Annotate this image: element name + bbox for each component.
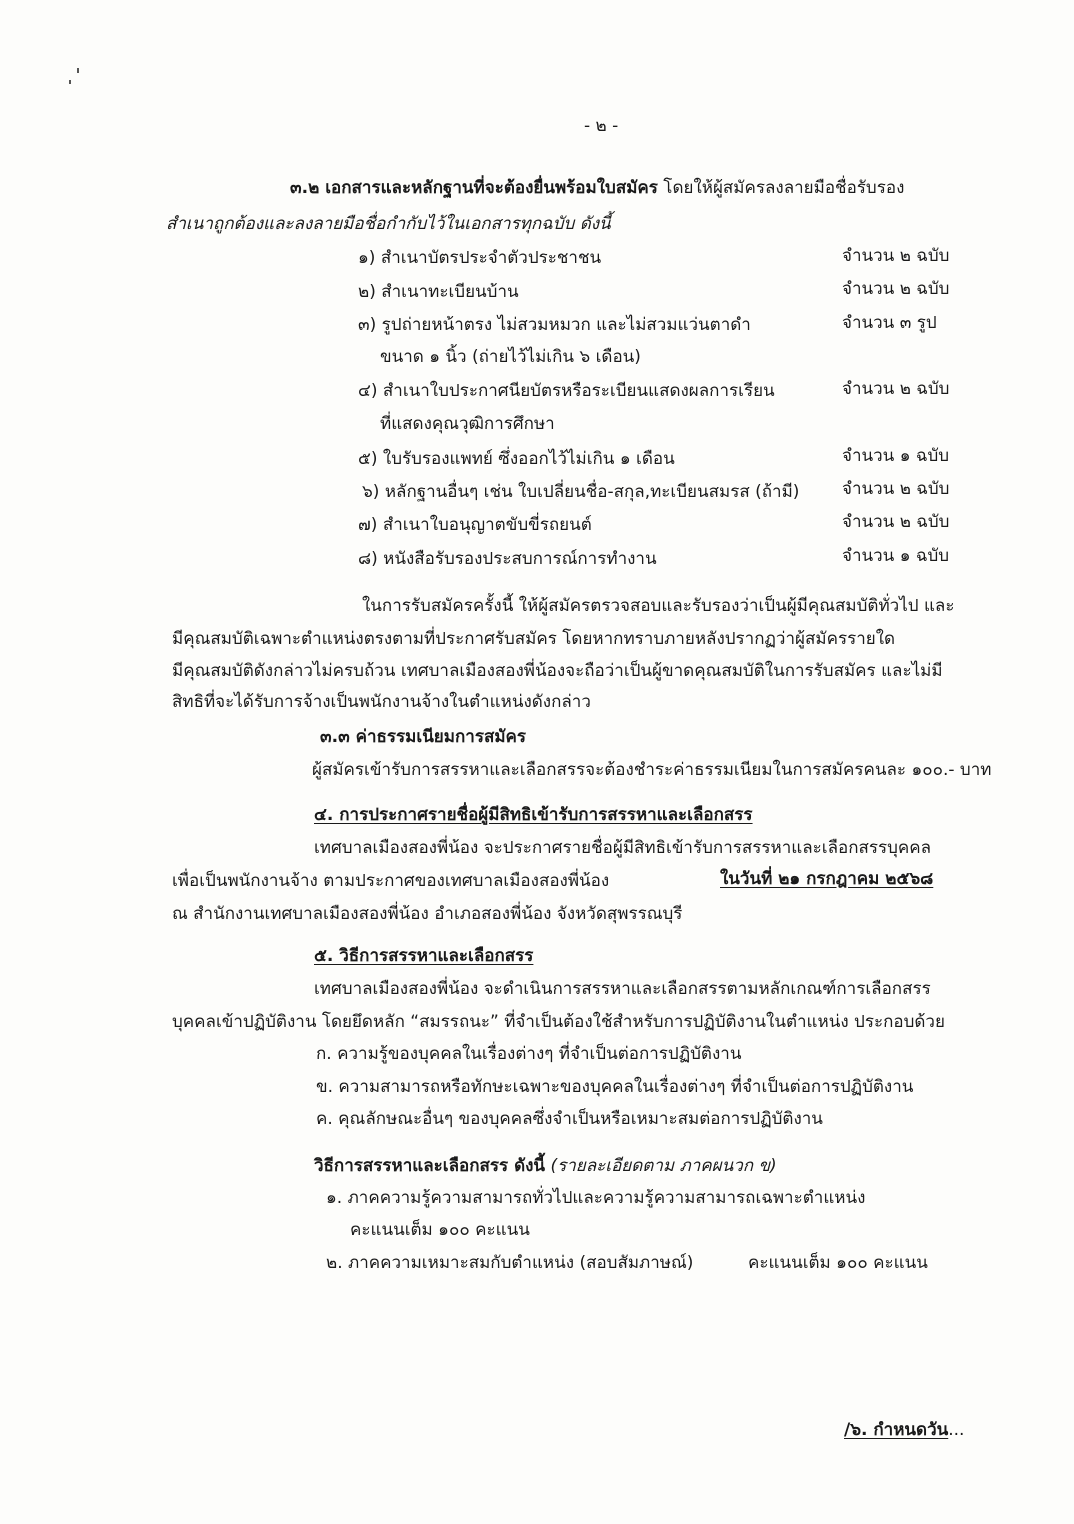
method-2-score: คะแนนเต็ม ๑๐๐ คะแนน xyxy=(748,1253,928,1273)
doc-item-3-qty: จำนวน ๓ รูป xyxy=(842,313,937,333)
section-3-3-heading: ๓.๓ ค่าธรรมเนียมการสมัคร xyxy=(320,727,527,747)
doc-item-4: ๔) สำเนาใบประกาศนียบัตรหรือระเบียนแสดงผลการเรียน xyxy=(358,381,775,401)
doc-item-1: ๑) สำเนาบัตรประจำตัวประชาชน xyxy=(358,248,602,268)
qualification-para-line3: มีคุณสมบัติดังกล่าวไม่ครบถ้วน เทศบาลเมืองสองพี่น้องจะถือว่าเป็นผู้ขาดคุณสมบัติในการรับสมัคร และไม่มี xyxy=(172,661,943,681)
section-3-2-intro-line2: สำเนาถูกต้องและลงลายมือชื่อกำกับไว้ในเอกสารทุกฉบับ ดังนี้ xyxy=(166,214,611,234)
qualification-para-line2: มีคุณสมบัติเฉพาะตำแหน่งตรงตามที่ประกาศรับสมัคร โดยหากทราบภายหลังปรากฏว่าผู้สมัครรายใด xyxy=(172,629,896,649)
section-5-line2: บุคคลเข้าปฏิบัติงาน โดยยึดหลัก “สมรรถนะ” ที่จำเป็นต้องใช้สำหรับการปฏิบัติงานในตำแหน่ง ประกอบด้วย xyxy=(172,1012,945,1032)
method-1-score: คะแนนเต็ม ๑๐๐ คะแนน xyxy=(350,1220,530,1240)
section-4-line2: เพื่อเป็นพนักงานจ้าง ตามประกาศของเทศบาลเมืองสองพี่น้อง xyxy=(172,871,610,891)
section-3-2-intro xyxy=(290,176,904,200)
doc-item-2-qty: จำนวน ๒ ฉบับ xyxy=(842,279,950,299)
doc-item-5-qty: จำนวน ๑ ฉบับ xyxy=(842,446,950,466)
doc-item-6: ๖) หลักฐานอื่นๆ เช่น ใบเปลี่ยนชื่อ-สกุล,ทะเบียนสมรส (ถ้ามี) xyxy=(362,482,800,502)
doc-item-8-qty: จำนวน ๑ ฉบับ xyxy=(842,546,950,566)
doc-item-3-line2: ขนาด ๑ นิ้ว (ถ่ายไว้ไม่เกิน ๖ เดือน) xyxy=(380,347,641,367)
qualification-para-line4: สิทธิที่จะได้รับการจ้างเป็นพนักงานจ้างในตำแหน่งดังกล่าว xyxy=(172,692,591,712)
section-3-2-heading: ๓.๒ เอกสารและหลักฐานที่จะต้องยื่นพร้อมใบสมัคร xyxy=(290,178,658,198)
doc-item-4-line2: ที่แสดงคุณวุฒิการศึกษา xyxy=(380,414,555,434)
competency-skills: ข. ความสามารถหรือทักษะเฉพาะของบุคคลในเรื่องต่างๆ ที่จำเป็นต่อการปฏิบัติงาน xyxy=(316,1077,914,1097)
doc-item-2: ๒) สำเนาทะเบียนบ้าน xyxy=(358,282,519,302)
section-5-line1: เทศบาลเมืองสองพี่น้อง จะดำเนินการสรรหาและเลือกสรรตามหลักเกณฑ์การเลือกสรร xyxy=(314,979,931,999)
doc-item-4-qty: จำนวน ๒ ฉบับ xyxy=(842,379,950,399)
doc-item-7-qty: จำนวน ๒ ฉบับ xyxy=(842,512,950,532)
doc-item-8: ๘) หนังสือรับรองประสบการณ์การทำงาน xyxy=(358,549,657,569)
continuation-note xyxy=(844,1418,964,1442)
application-fee-text: ผู้สมัครเข้ารับการสรรหาและเลือกสรรจะต้องชำระค่าธรรมเนียมในการสมัครคนละ ๑๐๐.- บาท xyxy=(312,760,992,780)
section-5-heading: ๕. วิธีการสรรหาและเลือกสรร xyxy=(314,946,534,966)
continuation-dots: ... xyxy=(948,1420,965,1440)
method-2-text: ๒. ภาคความเหมาะสมกับตำแหน่ง (สอบสัมภาษณ์) xyxy=(326,1253,694,1273)
competency-knowledge: ก. ความรู้ของบุคคลในเรื่องต่างๆ ที่จำเป็นต่อการปฏิบัติงาน xyxy=(316,1044,742,1064)
section-4-line3: ณ สำนักงานเทศบาลเมืองสองพี่น้อง อำเภอสองพี่น้อง จังหวัดสุพรรณบุรี xyxy=(172,904,683,924)
qualification-para-line1: ในการรับสมัครครั้งนี้ ให้ผู้สมัครตรวจสอบและรับรองว่าเป็นผู้มีคุณสมบัติทั่วไป และ xyxy=(362,596,955,616)
scan-speck xyxy=(69,80,71,84)
competency-attributes: ค. คุณลักษณะอื่นๆ ของบุคคลซึ่งจำเป็นหรือเหมาะสมต่อการปฏิบัติงาน xyxy=(316,1109,823,1129)
doc-item-7: ๗) สำเนาใบอนุญาตขับขี่รถยนต์ xyxy=(358,515,592,535)
selection-methods-heading-line xyxy=(314,1154,777,1178)
doc-item-6-qty: จำนวน ๒ ฉบับ xyxy=(842,479,950,499)
section-4-heading: ๔. การประกาศรายชื่อผู้มีสิทธิเข้ารับการสรรหาและเลือกสรร xyxy=(314,805,753,825)
section-3-2-intro-text: โดยให้ผู้สมัครลงลายมือชื่อรับรอง xyxy=(657,178,905,198)
announcement-date: ในวันที่ ๒๑ กรกฎาคม ๒๕๖๘ xyxy=(720,869,934,889)
page-number: - ๒ - xyxy=(584,116,619,136)
method-1-line1: ๑. ภาคความรู้ความสามารถทั่วไปและความรู้ความสามารถเฉพาะตำแหน่ง xyxy=(326,1188,866,1208)
scan-speck xyxy=(77,68,79,73)
doc-item-1-qty: จำนวน ๒ ฉบับ xyxy=(842,246,950,266)
doc-item-5: ๕) ใบรับรองแพทย์ ซึ่งออกไว้ไม่เกิน ๑ เดือน xyxy=(358,449,675,469)
section-4-line1: เทศบาลเมืองสองพี่น้อง จะประกาศรายชื่อผู้มีสิทธิเข้ารับการสรรหาและเลือกสรรบุคคล xyxy=(314,838,932,858)
doc-item-3: ๓) รูปถ่ายหน้าตรง ไม่สวมหมวก และไม่สวมแว่นตาดำ xyxy=(358,315,751,335)
selection-methods-heading: วิธีการสรรหาและเลือกสรร ดังนี้ xyxy=(314,1156,546,1176)
continuation-link: /๖. กำหนดวัน xyxy=(844,1420,949,1440)
selection-methods-note: (รายละเอียดตาม ภาคผนวก ข) xyxy=(550,1156,777,1176)
